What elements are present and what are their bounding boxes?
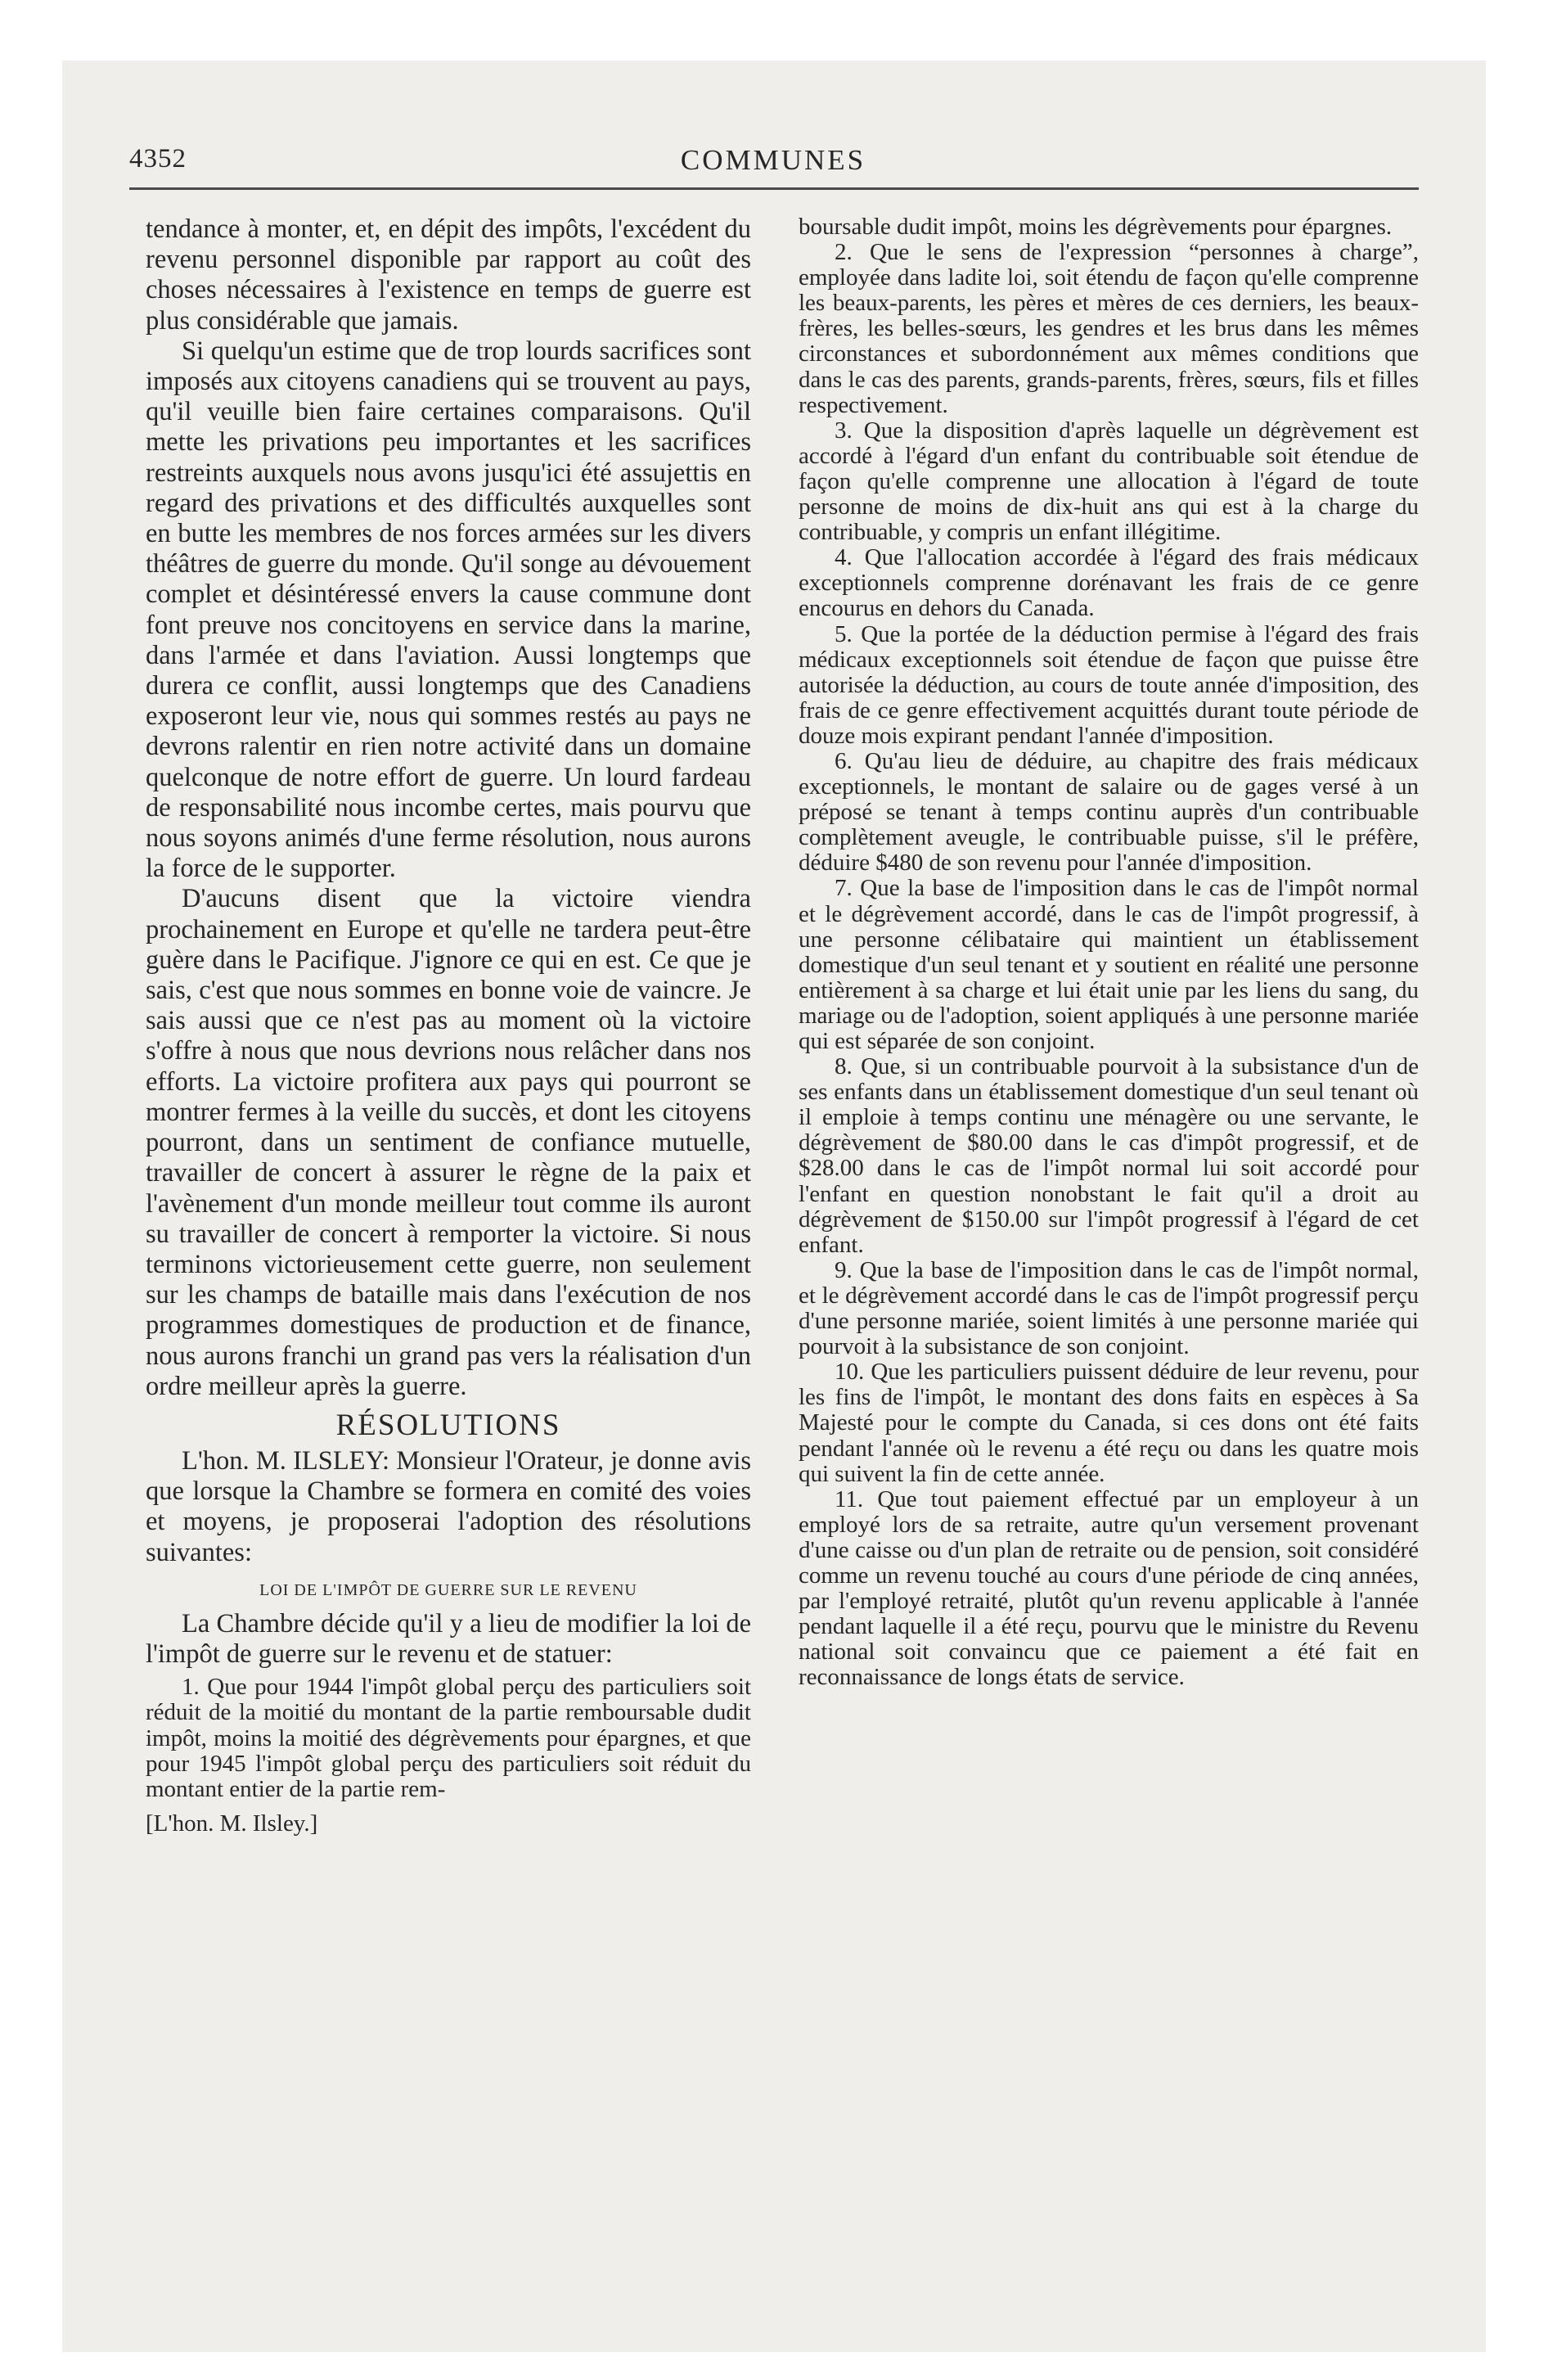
resolution-item: 3. Que la disposition d'après laquelle un dégrèvement est accordé à l'égard d'un enfant du contribuable soit étendue de façon qu'elle comprenne une allocation à l'égard de toute personne de moins de dix-huit ans qui est à la charge du contribuable, y compris un enfant illégitime. — [799, 417, 1419, 546]
paragraph: tendance à monter, et, en dépit des impôts, l'excédent du revenu personnel disponible par rapport au coût des choses nécessaires à l'existence en temps de guerre est plus considérable que jamais. — [146, 214, 751, 336]
resolution-item: 5. Que la portée de la déduction permise à l'égard des frais médicaux exceptionnels soit étendue de façon que puisse être autorisée la déduction, au cours de toute année d'imposition, des frais de ce genre effectivement acquittés durant toute période de douze mois expirant pendant l'année d'imposition. — [799, 620, 1419, 749]
section-heading: RÉSOLUTIONS — [335, 1408, 561, 1442]
motion-paragraph: L'hon. M. ILSLEY: Monsieur l'Orateur, je donne avis que lorsque la Chambre se formera en comité des voies et moyens, je proposerai l'adoption des résolutions suivantes: — [146, 1445, 751, 1567]
subheading: LOI DE L'IMPÔT DE GUERRE SUR LE REVENU — [259, 1580, 637, 1599]
resolution-item: 4. Que l'allocation accordée à l'égard des frais médicaux exceptionnels comprenne dorénavant les frais de ce genre encourus en dehors du Canada. — [799, 544, 1419, 622]
speaker-attribution: [L'hon. M. Ilsley.] — [146, 1810, 318, 1837]
page-header — [129, 139, 1417, 188]
resolution-item: 7. Que la base de l'imposition dans le cas de l'impôt normal et le dégrèvement accordé, dans le cas de l'impôt progressif, à une personne célibataire qui maintient un établissement domestique d'un seul tenant et y soutient en réalité une personne entièrement à sa charge et lui était unie par les liens du sang, du mariage ou de l'adoption, soient appliqués à une personne mariée qui est séparée de son conjoint. — [799, 875, 1419, 1054]
resolution-item: 8. Que, si un contribuable pourvoit à la subsistance d'un de ses enfants dans un établissement domestique d'un seul tenant où il emploie à temps continu une ménagère ou une servante, le dégrèvement de $80.00 dans le cas d'impôt progressif, et de $28.00 dans le cas de l'impôt normal lui soit accordé pour l'enfant en question nonobstant le fait qu'il a droit au dégrèvement de $150.00 sur l'impôt progressif à l'égard de cet enfant. — [799, 1053, 1419, 1258]
paragraph: Si quelqu'un estime que de trop lourds sacrifices sont imposés aux citoyens canadiens qui se trouvent au pays, qu'il veuille bien faire certaines comparaisons. Qu'il mette les privations peu importantes et les sacrifices restreints auxquels nous avons jusqu'ici été assujettis en regard des privations et des difficultés auxquelles sont en butte les membres de nos forces armées sur les divers théâtres de guerre du monde. Qu'il songe au dévouement complet et désintéressé envers la cause commune dont font preuve nos concitoyens en service dans la marine, dans l'armée et dans l'aviation. Aussi longtemps que durera ce conflit, aussi longtemps que des Canadiens exposeront leur vie, nous qui sommes restés au pays ne devrons ralentir en rien notre activité dans un domaine quelconque de notre effort de guerre. Un lourd fardeau de responsabilité nous incombe certes, mais pourvu que nous soyons animés d'une ferme résolution, nous aurons la force de le supporter. — [146, 336, 751, 884]
resolution-item: 11. Que tout paiement effectué par un employeur à un employé lors de sa retraite, autre qu'un versement provenant d'une caisse ou d'un plan de retraite ou de pension, soit considéré comme un revenu touché au cours d'une période de cinq années, par l'employé retraité, plutôt qu'un revenu applicable à l'année pendant laquelle il a été reçu, pourvu que le ministre du Revenu national soit convaincu que ce paiement a été fait en reconnaissance de longs états de service. — [799, 1485, 1419, 1691]
running-head: COMMUNES — [680, 144, 866, 176]
resolution-item-continued: boursable dudit impôt, moins les dégrèvements pour épargnes. — [799, 214, 1393, 240]
header-rule — [129, 187, 1419, 190]
right-column — [799, 214, 1419, 1690]
resolution-item: 1. Que pour 1944 l'impôt global perçu des particuliers soit réduit de la moitié du montant de la partie remboursable dudit impôt, moins la moitié des dégrèvements pour épargnes, et que pour 1945 l'impôt global perçu des particuliers soit réduit du montant entier de la partie rem- — [146, 1674, 751, 1802]
page-number: 4352 — [129, 144, 187, 174]
resolution-item: 2. Que le sens de l'expression “personnes à charge”, employée dans ladite loi, soit étendu de façon qu'elle comprenne les beaux-parents, les pères et mères de ces derniers, les beaux-frères, les belles-sœurs, les gendres et les brus dans les mêmes circonstances et subordonnément aux mêmes conditions que dans le cas des parents, grands-parents, frères, sœurs, fils et filles respectivement. — [799, 239, 1419, 418]
paragraph: D'aucuns disent que la victoire viendra prochainement en Europe et qu'elle ne tardera peut-être guère dans le Pacifique. J'ignore ce qui en est. Ce que je sais, c'est que nous sommes en bonne voie de vaincre. Je sais aussi que ce n'est pas au moment où la victoire s'offre à nous que nous devrions nous relâcher dans nos efforts. La victoire profitera aux pays qui pourront se montrer fermes à la veille du succès, et dont les citoyens pourront, dans un sentiment de confiance mutuelle, travailler de concert à assurer le règne de la paix et l'avènement d'un monde meilleur tout comme ils auront su travailler de concert à remporter la victoire. Si nous terminons victorieusement cette guerre, non seulement sur les champs de bataille mais dans l'exécution de nos programmes domestiques de production et de finance, nous aurons franchi un grand pas vers la réalisation d'un ordre meilleur après la guerre. — [146, 884, 751, 1401]
resolution-item: 9. Que la base de l'imposition dans le cas de l'impôt normal, et le dégrèvement accordé dans le cas de l'impôt progressif perçu d'une personne mariée, soient limités à une personne mariée qui pourvoit à la subsistance de son conjoint. — [799, 1256, 1419, 1360]
preamble-paragraph: La Chambre décide qu'il y a lieu de modifier la loi de l'impôt de guerre sur le revenu et de statuer: — [146, 1608, 751, 1669]
resolution-item: 6. Qu'au lieu de déduire, au chapitre des frais médicaux exceptionnels, le montant de salaire ou de gages versé à un préposé se tenant à temps continu auprès d'un contribuable complètement aveugle, le contribuable puisse, s'il le préfère, déduire $480 de son revenu pour l'année d'imposition. — [799, 747, 1419, 877]
left-column — [146, 214, 751, 1838]
resolution-item: 10. Que les particuliers puissent déduire de leur revenu, pour les fins de l'impôt, le montant des dons faits en espèces à Sa Majesté pour le compte du Canada, si ces dons ont été faits pendant l'année où le revenu a été reçu ou dans les quatre mois qui suivent la fin de cette année. — [799, 1359, 1419, 1487]
